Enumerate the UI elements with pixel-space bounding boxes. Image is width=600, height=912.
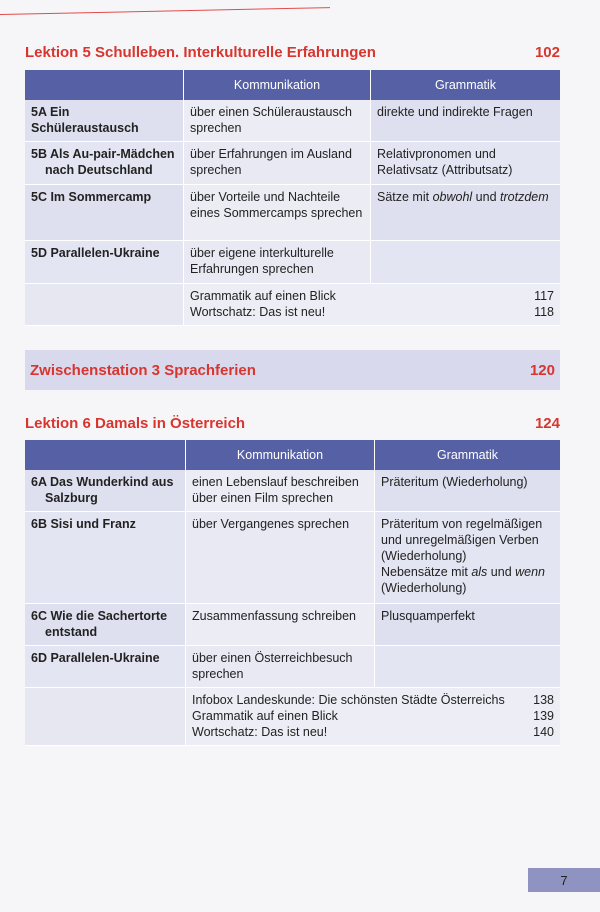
extra-item[interactable]: Grammatik auf einen Blick 117 [190, 289, 554, 303]
lesson5-table [25, 70, 560, 326]
table-row[interactable] [25, 470, 560, 512]
lesson5-heading[interactable] [25, 44, 560, 61]
table-row[interactable] [25, 185, 560, 241]
extras-list [184, 284, 560, 326]
kommunikation-cell: über Vorteile und Nachteile eines Sommercamps sprechen [184, 185, 371, 241]
grammatik-cell: Präteritum (Wiederholung) [375, 470, 560, 512]
grammatik-cell: Plusquamperfekt [375, 604, 560, 646]
extra-item[interactable]: Wortschatz: Das ist neu! 140 [192, 725, 554, 739]
table-row[interactable] [25, 646, 560, 688]
page-number: 7 [528, 868, 600, 892]
extra-item[interactable]: Grammatik auf einen Blick 139 [192, 709, 554, 723]
kommunikation-cell: über Erfahrungen im Ausland sprechen [184, 142, 371, 185]
header-kommunikation: Kommunikation [186, 440, 375, 470]
zwischenstation-band[interactable] [25, 350, 560, 390]
table-header [25, 70, 560, 100]
extras-row [25, 284, 560, 326]
table-row[interactable] [25, 512, 560, 604]
zwischenstation-page: 120 [529, 361, 555, 379]
top-rule [0, 0, 330, 15]
section-code: 5A Ein Schüleraustausch [25, 100, 184, 142]
section-code: 5C Im Sommercamp [25, 185, 184, 241]
lesson6-page: 124 [534, 415, 560, 432]
extras-blank [25, 688, 186, 746]
table-row[interactable] [25, 241, 560, 284]
kommunikation-cell: über Vergangenes sprechen [186, 512, 375, 604]
grammatik-cell [371, 241, 560, 284]
kommunikation-cell: einen Lebenslauf beschreiben über einen Film sprechen [186, 470, 375, 512]
header-blank [25, 70, 184, 100]
table-row[interactable] [25, 100, 560, 142]
section-code: 6B Sisi und Franz [25, 512, 186, 604]
zwischenstation-title: Zwischenstation 3 Sprachferien [30, 361, 256, 379]
header-grammatik: Grammatik [371, 70, 560, 100]
lesson6-title: Lektion 6 Damals in Österreich [25, 415, 246, 432]
section-code: 5B Als Au-pair-Mädchen nach Deutschland [25, 142, 184, 185]
extra-item[interactable]: Infobox Landeskunde: Die schönsten Städte Österreichs 138 [192, 693, 554, 707]
section-code: 5D Parallelen-Ukraine [25, 241, 184, 284]
kommunikation-cell: Zusammenfassung schreiben [186, 604, 375, 646]
table-header [25, 440, 560, 470]
table-row[interactable] [25, 604, 560, 646]
extras-row [25, 688, 560, 746]
extra-item[interactable]: Wortschatz: Das ist neu! 118 [190, 305, 554, 319]
lesson6-heading[interactable] [25, 415, 560, 432]
section-code: 6A Das Wunderkind aus Salzburg [25, 470, 186, 512]
grammatik-cell: Sätze mit obwohl und trotzdem [371, 185, 560, 241]
kommunikation-cell: über eigene interkulturelle Erfahrungen sprechen [184, 241, 371, 284]
kommunikation-cell: über einen Österreichbesuch sprechen [186, 646, 375, 688]
grammatik-cell: Relativpronomen und Relativsatz (Attributsatz) [371, 142, 560, 185]
lesson6-table [25, 440, 560, 746]
grammatik-cell: direkte und indirekte Fragen [371, 100, 560, 142]
grammatik-cell [375, 646, 560, 688]
lesson5-title: Lektion 5 Schulleben. Interkulturelle Erfahrungen [25, 44, 376, 61]
grammatik-cell: Präteritum von regelmäßigen und unregelmäßigen Verben (Wiederholung) Nebensätze mit als und wenn (Wiederholung) [375, 512, 560, 604]
header-grammatik: Grammatik [375, 440, 560, 470]
section-code: 6D Parallelen-Ukraine [25, 646, 186, 688]
header-kommunikation: Kommunikation [184, 70, 371, 100]
table-row[interactable] [25, 142, 560, 185]
header-blank [25, 440, 186, 470]
lesson5-page: 102 [534, 44, 560, 61]
extras-list [186, 688, 560, 746]
kommunikation-cell: über einen Schüleraustausch sprechen [184, 100, 371, 142]
extras-blank [25, 284, 184, 326]
section-code: 6C Wie die Sachertorte entstand [25, 604, 186, 646]
